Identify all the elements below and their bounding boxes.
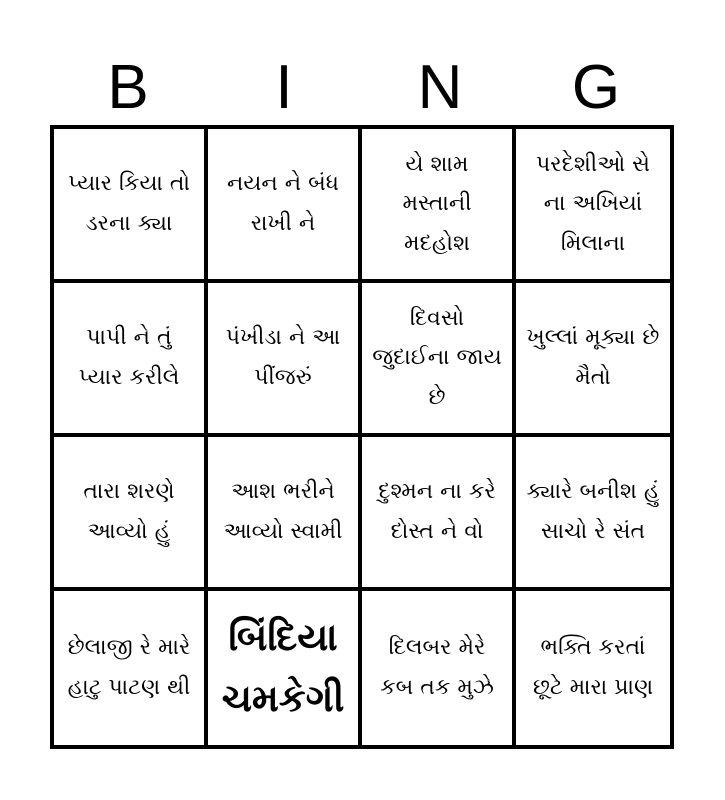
bingo-cell[interactable] [54, 437, 208, 591]
header-letter-n: N [417, 53, 463, 122]
cell-text: પાપી ને તું પ્યાર કરીલે [78, 325, 180, 390]
bingo-cell[interactable] [516, 591, 670, 745]
bingo-cell[interactable] [516, 129, 670, 283]
bingo-cell[interactable] [362, 283, 516, 437]
bingo-grid [50, 125, 674, 749]
bingo-cell[interactable] [516, 437, 670, 591]
cell-text: યે શામ મસ્તાની મદહોશ [402, 151, 472, 256]
cell-text: છેલાજી રે મારે હાટુ પાટણ થી [67, 635, 191, 700]
bingo-cell[interactable] [54, 283, 208, 437]
bingo-header [50, 52, 674, 124]
bingo-cell[interactable] [208, 591, 362, 745]
bingo-cell[interactable] [208, 283, 362, 437]
header-letter-g: G [571, 53, 621, 122]
cell-text: બિંદિયા ચમકેગી [221, 615, 345, 720]
cell-text: તારા શરણે આવ્યો હું [83, 479, 175, 544]
bingo-cell[interactable] [54, 129, 208, 283]
bingo-cell[interactable] [362, 591, 516, 745]
bingo-cell[interactable] [516, 283, 670, 437]
cell-text: ક્યારે બનીશ હું સાચો રે સંત [526, 479, 660, 544]
bingo-cell[interactable] [208, 437, 362, 591]
cell-text: દુશ્મન ના કરે દોસ્ત ને વો [378, 479, 496, 544]
cell-text: પંખીડા ને આ પીંજરું [225, 325, 341, 390]
cell-text: દિવસો જુદાઈના જાય છે [372, 305, 502, 410]
bingo-cell[interactable] [362, 437, 516, 591]
cell-text: ભક્તિ કરતાં છૂટે મારા પ્રાણ [532, 635, 654, 700]
cell-text: ખુલ્લાં મૂક્યા છે મૈતો [526, 325, 660, 390]
bingo-cell[interactable] [54, 591, 208, 745]
bingo-cell[interactable] [362, 129, 516, 283]
cell-text: દિલબર મેરે કબ તક મુઝે [380, 635, 494, 700]
cell-text: આશ ભરીને આવ્યો સ્વામી [223, 479, 343, 544]
header-letter-i: I [275, 53, 293, 122]
cell-text: પ્યાર કિયા તો ડરના ક્યા [68, 171, 190, 236]
bingo-cell[interactable] [208, 129, 362, 283]
cell-text: નયન ને બંધ રાખી ને [226, 171, 340, 236]
header-letter-b: B [107, 53, 149, 122]
cell-text: પરદેશીઓ સે ના અખિયાં મિલાના [535, 151, 650, 256]
